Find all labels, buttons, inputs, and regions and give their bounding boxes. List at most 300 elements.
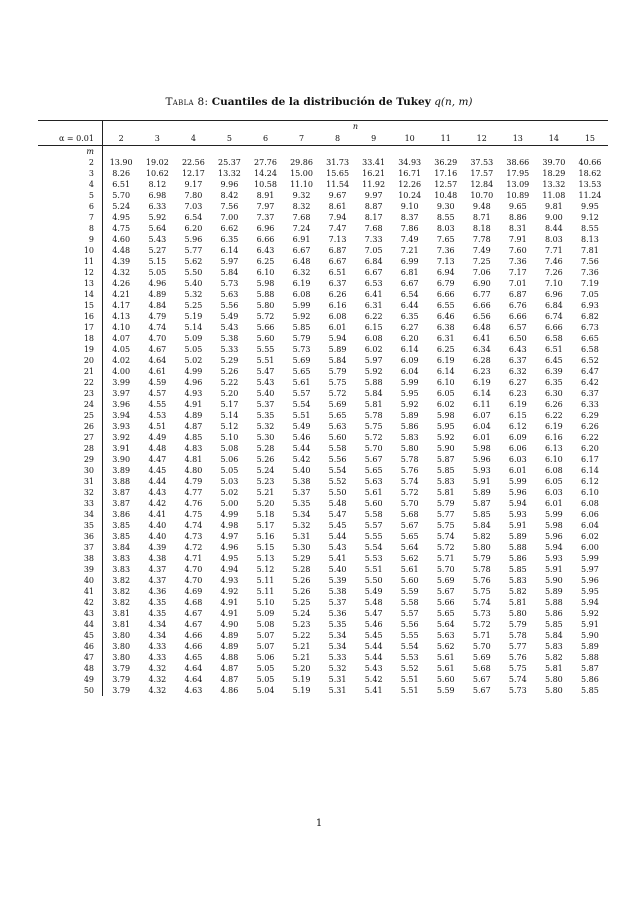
tukey-quantiles-table	[38, 120, 608, 696]
table-row	[38, 399, 608, 410]
table-cell: 5.24	[256, 466, 275, 475]
table-cell: 5.47	[256, 367, 275, 376]
table-cell: 7.78	[472, 235, 491, 244]
table-cell: 5.67	[472, 675, 491, 684]
table-cell: 6.32	[508, 367, 527, 376]
table-row	[38, 377, 608, 388]
table-cell: 4.32	[148, 686, 167, 695]
table-row	[38, 597, 608, 608]
table-cell: 5.66	[436, 598, 455, 607]
table-cell: 15.00	[290, 169, 313, 178]
table-cell: 25.37	[217, 158, 241, 167]
table-cell: 5.54	[328, 466, 347, 475]
table-cell: 5.42	[292, 455, 311, 464]
table-row	[38, 333, 608, 344]
table-cell: 5.56	[400, 620, 419, 629]
table-cell: 5.70	[472, 642, 491, 651]
table-cell: 4.40	[148, 532, 167, 541]
table-cell: 7.37	[256, 213, 275, 222]
table-cell: 5.93	[508, 510, 527, 519]
table-cell: 8.42	[220, 191, 239, 200]
table-cell: 9.00	[544, 213, 563, 222]
table-cell: 5.28	[256, 444, 275, 453]
table-cell: 6.25	[256, 257, 275, 266]
table-cell: 4.41	[148, 510, 167, 519]
column-header: 6	[247, 132, 283, 146]
table-cell: 8.86	[508, 213, 527, 222]
table-cell: 5.89	[400, 411, 419, 420]
table-cell: 5.35	[292, 499, 311, 508]
row-m-value: 12	[38, 267, 103, 278]
table-cell: 5.84	[364, 389, 383, 398]
table-cell: 5.82	[508, 587, 527, 596]
table-cell: 6.01	[328, 323, 347, 332]
table-cell: 5.90	[581, 631, 599, 640]
table-row	[38, 201, 608, 212]
table-cell: 5.38	[292, 477, 311, 486]
table-cell: 9.95	[581, 202, 599, 211]
column-header: 5	[211, 132, 247, 146]
table-cell: 4.74	[184, 521, 203, 530]
table-cell: 5.13	[256, 554, 275, 563]
table-cell: 14.24	[254, 169, 277, 178]
table-cell: 4.88	[220, 653, 239, 662]
table-cell: 3.92	[112, 433, 131, 442]
row-m-value: 27	[38, 432, 103, 443]
table-cell: 4.94	[220, 565, 239, 574]
table-cell: 5.97	[364, 356, 383, 365]
row-m-value: 25	[38, 410, 103, 421]
table-cell: 5.96	[472, 455, 491, 464]
table-cell: 5.33	[220, 345, 239, 354]
table-cell: 6.20	[581, 444, 599, 453]
table-cell: 5.85	[581, 686, 599, 695]
table-cell: 6.26	[328, 290, 347, 299]
row-m-value: 7	[38, 212, 103, 223]
table-cell: 7.26	[544, 268, 563, 277]
table-cell: 10.58	[254, 180, 277, 189]
table-cell: 4.38	[148, 554, 167, 563]
table-cell: 5.67	[472, 686, 491, 695]
table-cell: 5.47	[328, 510, 347, 519]
table-cell: 5.46	[292, 433, 311, 442]
table-cell: 18.29	[542, 169, 566, 178]
table-cell: 8.03	[544, 235, 563, 244]
table-cell: 5.96	[184, 235, 203, 244]
table-cell: 5.85	[508, 565, 527, 574]
table-cell: 5.79	[436, 499, 455, 508]
table-cell: 6.27	[400, 323, 419, 332]
table-cell: 5.67	[436, 587, 455, 596]
table-cell: 5.89	[581, 642, 599, 651]
row-m-value: 29	[38, 454, 103, 465]
table-cell: 6.35	[544, 378, 563, 387]
table-cell: 5.65	[364, 466, 383, 475]
table-cell: 8.17	[364, 213, 383, 222]
table-caption	[0, 96, 638, 108]
table-cell: 5.71	[436, 554, 455, 563]
table-cell: 6.34	[472, 345, 491, 354]
table-cell: 6.08	[544, 466, 563, 475]
table-cell: 6.98	[148, 191, 167, 200]
table-cell: 5.09	[184, 334, 203, 343]
column-header: 13	[500, 132, 536, 146]
table-cell: 13.53	[578, 180, 602, 189]
table-cell: 6.09	[508, 433, 527, 442]
table-cell: 4.66	[184, 642, 203, 651]
table-cell: 6.26	[581, 422, 599, 431]
table-cell: 5.37	[328, 598, 347, 607]
table-cell: 6.15	[508, 411, 527, 420]
table-cell: 5.12	[256, 565, 275, 574]
table-cell: 5.77	[508, 642, 527, 651]
table-cell: 4.79	[184, 477, 203, 486]
table-cell: 5.88	[544, 598, 563, 607]
table-cell: 6.50	[508, 334, 527, 343]
m-label-row	[38, 146, 608, 158]
table-cell: 4.36	[148, 587, 167, 596]
table-cell: 6.74	[544, 312, 563, 321]
table-cell: 13.09	[506, 180, 530, 189]
table-cell: 7.00	[220, 213, 239, 222]
table-cell: 5.95	[436, 422, 455, 431]
m-label: m	[38, 146, 103, 158]
table-cell: 5.64	[148, 224, 167, 233]
table-cell: 5.87	[581, 664, 599, 673]
table-cell: 5.70	[400, 499, 419, 508]
table-cell: 5.37	[256, 400, 275, 409]
table-cell: 4.32	[148, 664, 167, 673]
table-cell: 7.97	[256, 202, 275, 211]
table-cell: 5.34	[328, 642, 347, 651]
table-row	[38, 432, 608, 443]
table-cell: 5.35	[328, 620, 347, 629]
table-cell: 5.70	[364, 444, 383, 453]
table-cell: 4.13	[112, 312, 131, 321]
table-cell: 4.64	[148, 356, 167, 365]
table-row	[38, 278, 608, 289]
table-cell: 6.93	[581, 301, 599, 310]
table-row	[38, 234, 608, 245]
table-cell: 5.51	[400, 686, 419, 695]
table-cell: 4.72	[184, 543, 203, 552]
table-cell: 6.37	[581, 389, 599, 398]
table-cell: 5.11	[256, 587, 275, 596]
table-cell: 8.91	[256, 191, 275, 200]
table-cell: 6.14	[220, 246, 239, 255]
table-cell: 7.13	[436, 257, 455, 266]
table-cell: 5.98	[256, 279, 275, 288]
table-cell: 4.84	[148, 301, 167, 310]
table-cell: 5.06	[256, 653, 275, 662]
table-cell: 6.33	[581, 400, 599, 409]
table-cell: 11.54	[326, 180, 350, 189]
table-row	[38, 608, 608, 619]
table-cell: 7.91	[508, 235, 527, 244]
table-cell: 6.25	[436, 345, 455, 354]
table-cell: 6.62	[220, 224, 239, 233]
table-cell: 6.66	[436, 290, 455, 299]
table-cell: 5.78	[508, 631, 527, 640]
table-row	[38, 674, 608, 685]
table-cell: 5.78	[472, 565, 491, 574]
table-cell: 3.83	[112, 554, 131, 563]
table-cell: 7.65	[436, 235, 455, 244]
table-row	[38, 542, 608, 553]
table-cell: 5.24	[112, 202, 131, 211]
table-cell: 4.32	[112, 268, 131, 277]
table-cell: 5.22	[220, 378, 239, 387]
table-cell: 5.44	[364, 653, 383, 662]
table-cell: 5.98	[472, 444, 491, 453]
table-cell: 5.43	[220, 323, 239, 332]
table-row	[38, 520, 608, 531]
table-row	[38, 586, 608, 597]
table-cell: 5.69	[436, 576, 455, 585]
table-cell: 6.46	[436, 312, 455, 321]
table-cell: 3.81	[112, 609, 131, 618]
table-cell: 5.54	[400, 642, 419, 651]
row-m-value: 9	[38, 234, 103, 245]
table-cell: 4.96	[184, 378, 203, 387]
row-m-value: 33	[38, 498, 103, 509]
table-cell: 3.83	[112, 565, 131, 574]
table-cell: 5.65	[400, 532, 419, 541]
table-cell: 7.68	[364, 224, 383, 233]
table-cell: 4.89	[220, 642, 239, 651]
table-cell: 6.20	[400, 334, 419, 343]
table-cell: 3.82	[112, 598, 131, 607]
table-cell: 6.35	[400, 312, 419, 321]
table-row	[38, 564, 608, 575]
row-m-value: 32	[38, 487, 103, 498]
table-cell: 6.37	[328, 279, 347, 288]
table-row	[38, 575, 608, 586]
column-header: 8	[320, 132, 356, 146]
table-cell: 5.80	[544, 686, 563, 695]
header-row	[38, 132, 608, 146]
table-cell: 4.87	[220, 664, 239, 673]
row-m-value: 16	[38, 311, 103, 322]
table-cell: 5.81	[544, 664, 563, 673]
table-row	[38, 476, 608, 487]
table-cell: 7.24	[292, 224, 311, 233]
table-cell: 27.76	[254, 158, 277, 167]
table-cell: 5.30	[292, 543, 311, 552]
column-header: 15	[572, 132, 608, 146]
table-cell: 5.75	[364, 422, 383, 431]
table-cell: 6.10	[256, 268, 275, 277]
table-cell: 16.71	[398, 169, 422, 178]
table-cell: 8.32	[292, 202, 311, 211]
table-cell: 13.90	[109, 158, 133, 167]
table-cell: 6.43	[256, 246, 275, 255]
table-row	[38, 168, 608, 179]
table-cell: 10.62	[145, 169, 169, 178]
table-cell: 6.91	[292, 235, 311, 244]
table-cell: 5.88	[508, 543, 527, 552]
table-cell: 5.12	[220, 422, 239, 431]
table-cell: 5.77	[184, 246, 203, 255]
table-cell: 5.89	[472, 488, 491, 497]
table-cell: 8.13	[581, 235, 599, 244]
table-cell: 4.99	[220, 510, 239, 519]
column-header: 2	[103, 132, 140, 146]
table-cell: 3.94	[112, 411, 131, 420]
table-cell: 9.81	[544, 202, 563, 211]
table-cell: 6.06	[508, 444, 527, 453]
table-cell: 6.43	[508, 345, 527, 354]
table-cell: 6.19	[436, 356, 455, 365]
table-cell: 6.51	[112, 180, 131, 189]
row-m-value: 45	[38, 630, 103, 641]
table-cell: 7.81	[581, 246, 599, 255]
table-cell: 6.90	[472, 279, 491, 288]
table-cell: 39.70	[542, 158, 566, 167]
table-cell: 4.44	[148, 477, 167, 486]
table-cell: 5.07	[256, 631, 275, 640]
table-cell: 3.87	[112, 488, 131, 497]
table-cell: 17.57	[470, 169, 494, 178]
table-cell: 6.20	[184, 224, 203, 233]
row-m-value: 34	[38, 509, 103, 520]
row-m-value: 10	[38, 245, 103, 256]
table-cell: 5.49	[220, 312, 239, 321]
table-cell: 5.20	[220, 389, 239, 398]
table-cell: 4.96	[148, 279, 167, 288]
table-cell: 3.86	[112, 510, 131, 519]
table-row	[38, 289, 608, 300]
table-cell: 5.90	[436, 444, 455, 453]
table-cell: 7.13	[328, 235, 347, 244]
table-cell: 6.10	[436, 378, 455, 387]
table-cell: 5.97	[581, 565, 599, 574]
table-cell: 5.51	[292, 411, 311, 420]
table-cell: 5.59	[400, 587, 419, 596]
table-cell: 5.31	[328, 686, 347, 695]
table-cell: 4.89	[220, 631, 239, 640]
row-m-value: 40	[38, 575, 103, 586]
table-cell: 5.08	[256, 620, 275, 629]
row-m-value: 24	[38, 399, 103, 410]
table-cell: 4.64	[184, 675, 203, 684]
table-cell: 5.36	[328, 609, 347, 618]
table-cell: 5.99	[544, 510, 563, 519]
table-cell: 7.17	[508, 268, 527, 277]
table-cell: 3.81	[112, 620, 131, 629]
table-cell: 7.60	[508, 246, 527, 255]
table-cell: 5.94	[508, 499, 527, 508]
table-cell: 5.86	[581, 675, 599, 684]
table-cell: 6.00	[581, 543, 599, 552]
table-cell: 6.96	[256, 224, 275, 233]
table-cell: 5.65	[328, 411, 347, 420]
table-cell: 4.33	[148, 642, 167, 651]
table-cell: 7.49	[472, 246, 491, 255]
table-cell: 5.91	[472, 477, 491, 486]
table-cell: 5.05	[256, 675, 275, 684]
table-cell: 5.79	[508, 620, 527, 629]
table-cell: 5.05	[256, 664, 275, 673]
table-cell: 5.62	[184, 257, 203, 266]
row-m-value: 26	[38, 421, 103, 432]
table-cell: 5.40	[292, 466, 311, 475]
table-cell: 5.44	[328, 532, 347, 541]
table-cell: 5.78	[364, 411, 383, 420]
table-cell: 4.96	[220, 543, 239, 552]
table-cell: 3.97	[112, 389, 131, 398]
table-cell: 5.51	[400, 675, 419, 684]
table-cell: 5.57	[292, 389, 311, 398]
table-cell: 5.92	[148, 213, 167, 222]
table-row	[38, 311, 608, 322]
table-cell: 6.35	[220, 235, 239, 244]
table-cell: 5.80	[544, 675, 563, 684]
row-m-value: 19	[38, 344, 103, 355]
table-cell: 4.05	[112, 345, 131, 354]
table-cell: 4.91	[220, 609, 239, 618]
table-cell: 3.79	[112, 664, 131, 673]
table-cell: 5.25	[292, 598, 311, 607]
row-m-value: 31	[38, 476, 103, 487]
table-cell: 5.52	[328, 477, 347, 486]
table-cell: 3.99	[112, 378, 131, 387]
row-m-value: 20	[38, 355, 103, 366]
row-m-value: 11	[38, 256, 103, 267]
table-cell: 5.30	[256, 433, 275, 442]
table-row	[38, 553, 608, 564]
table-cell: 6.12	[581, 477, 599, 486]
row-m-value: 30	[38, 465, 103, 476]
table-cell: 5.73	[292, 345, 311, 354]
table-cell: 5.90	[544, 576, 563, 585]
table-cell: 15.65	[326, 169, 350, 178]
table-cell: 5.79	[292, 334, 311, 343]
table-cell: 6.56	[472, 312, 491, 321]
table-cell: 10.70	[470, 191, 494, 200]
table-cell: 5.75	[472, 587, 491, 596]
table-cell: 12.57	[434, 180, 458, 189]
table-cell: 6.05	[436, 389, 455, 398]
table-cell: 5.43	[364, 664, 383, 673]
table-cell: 6.54	[400, 290, 419, 299]
table-cell: 8.44	[544, 224, 563, 233]
table-body	[38, 157, 608, 696]
row-m-value: 39	[38, 564, 103, 575]
table-cell: 5.75	[328, 378, 347, 387]
table-cell: 5.09	[256, 609, 275, 618]
table-cell: 6.03	[544, 488, 563, 497]
table-cell: 5.53	[364, 554, 383, 563]
table-cell: 5.26	[292, 576, 311, 585]
table-cell: 6.03	[508, 455, 527, 464]
table-cell: 6.08	[292, 290, 311, 299]
table-cell: 17.16	[434, 169, 458, 178]
table-row	[38, 322, 608, 333]
table-cell: 5.64	[400, 543, 419, 552]
table-cell: 3.89	[112, 466, 131, 475]
table-cell: 8.03	[436, 224, 455, 233]
table-cell: 5.88	[581, 653, 599, 662]
table-cell: 5.80	[400, 444, 419, 453]
row-m-value: 3	[38, 168, 103, 179]
table-cell: 9.12	[581, 213, 599, 222]
table-cell: 3.80	[112, 642, 131, 651]
table-cell: 6.94	[436, 268, 455, 277]
table-cell: 40.66	[578, 158, 602, 167]
row-m-value: 48	[38, 663, 103, 674]
table-cell: 4.48	[112, 246, 131, 255]
